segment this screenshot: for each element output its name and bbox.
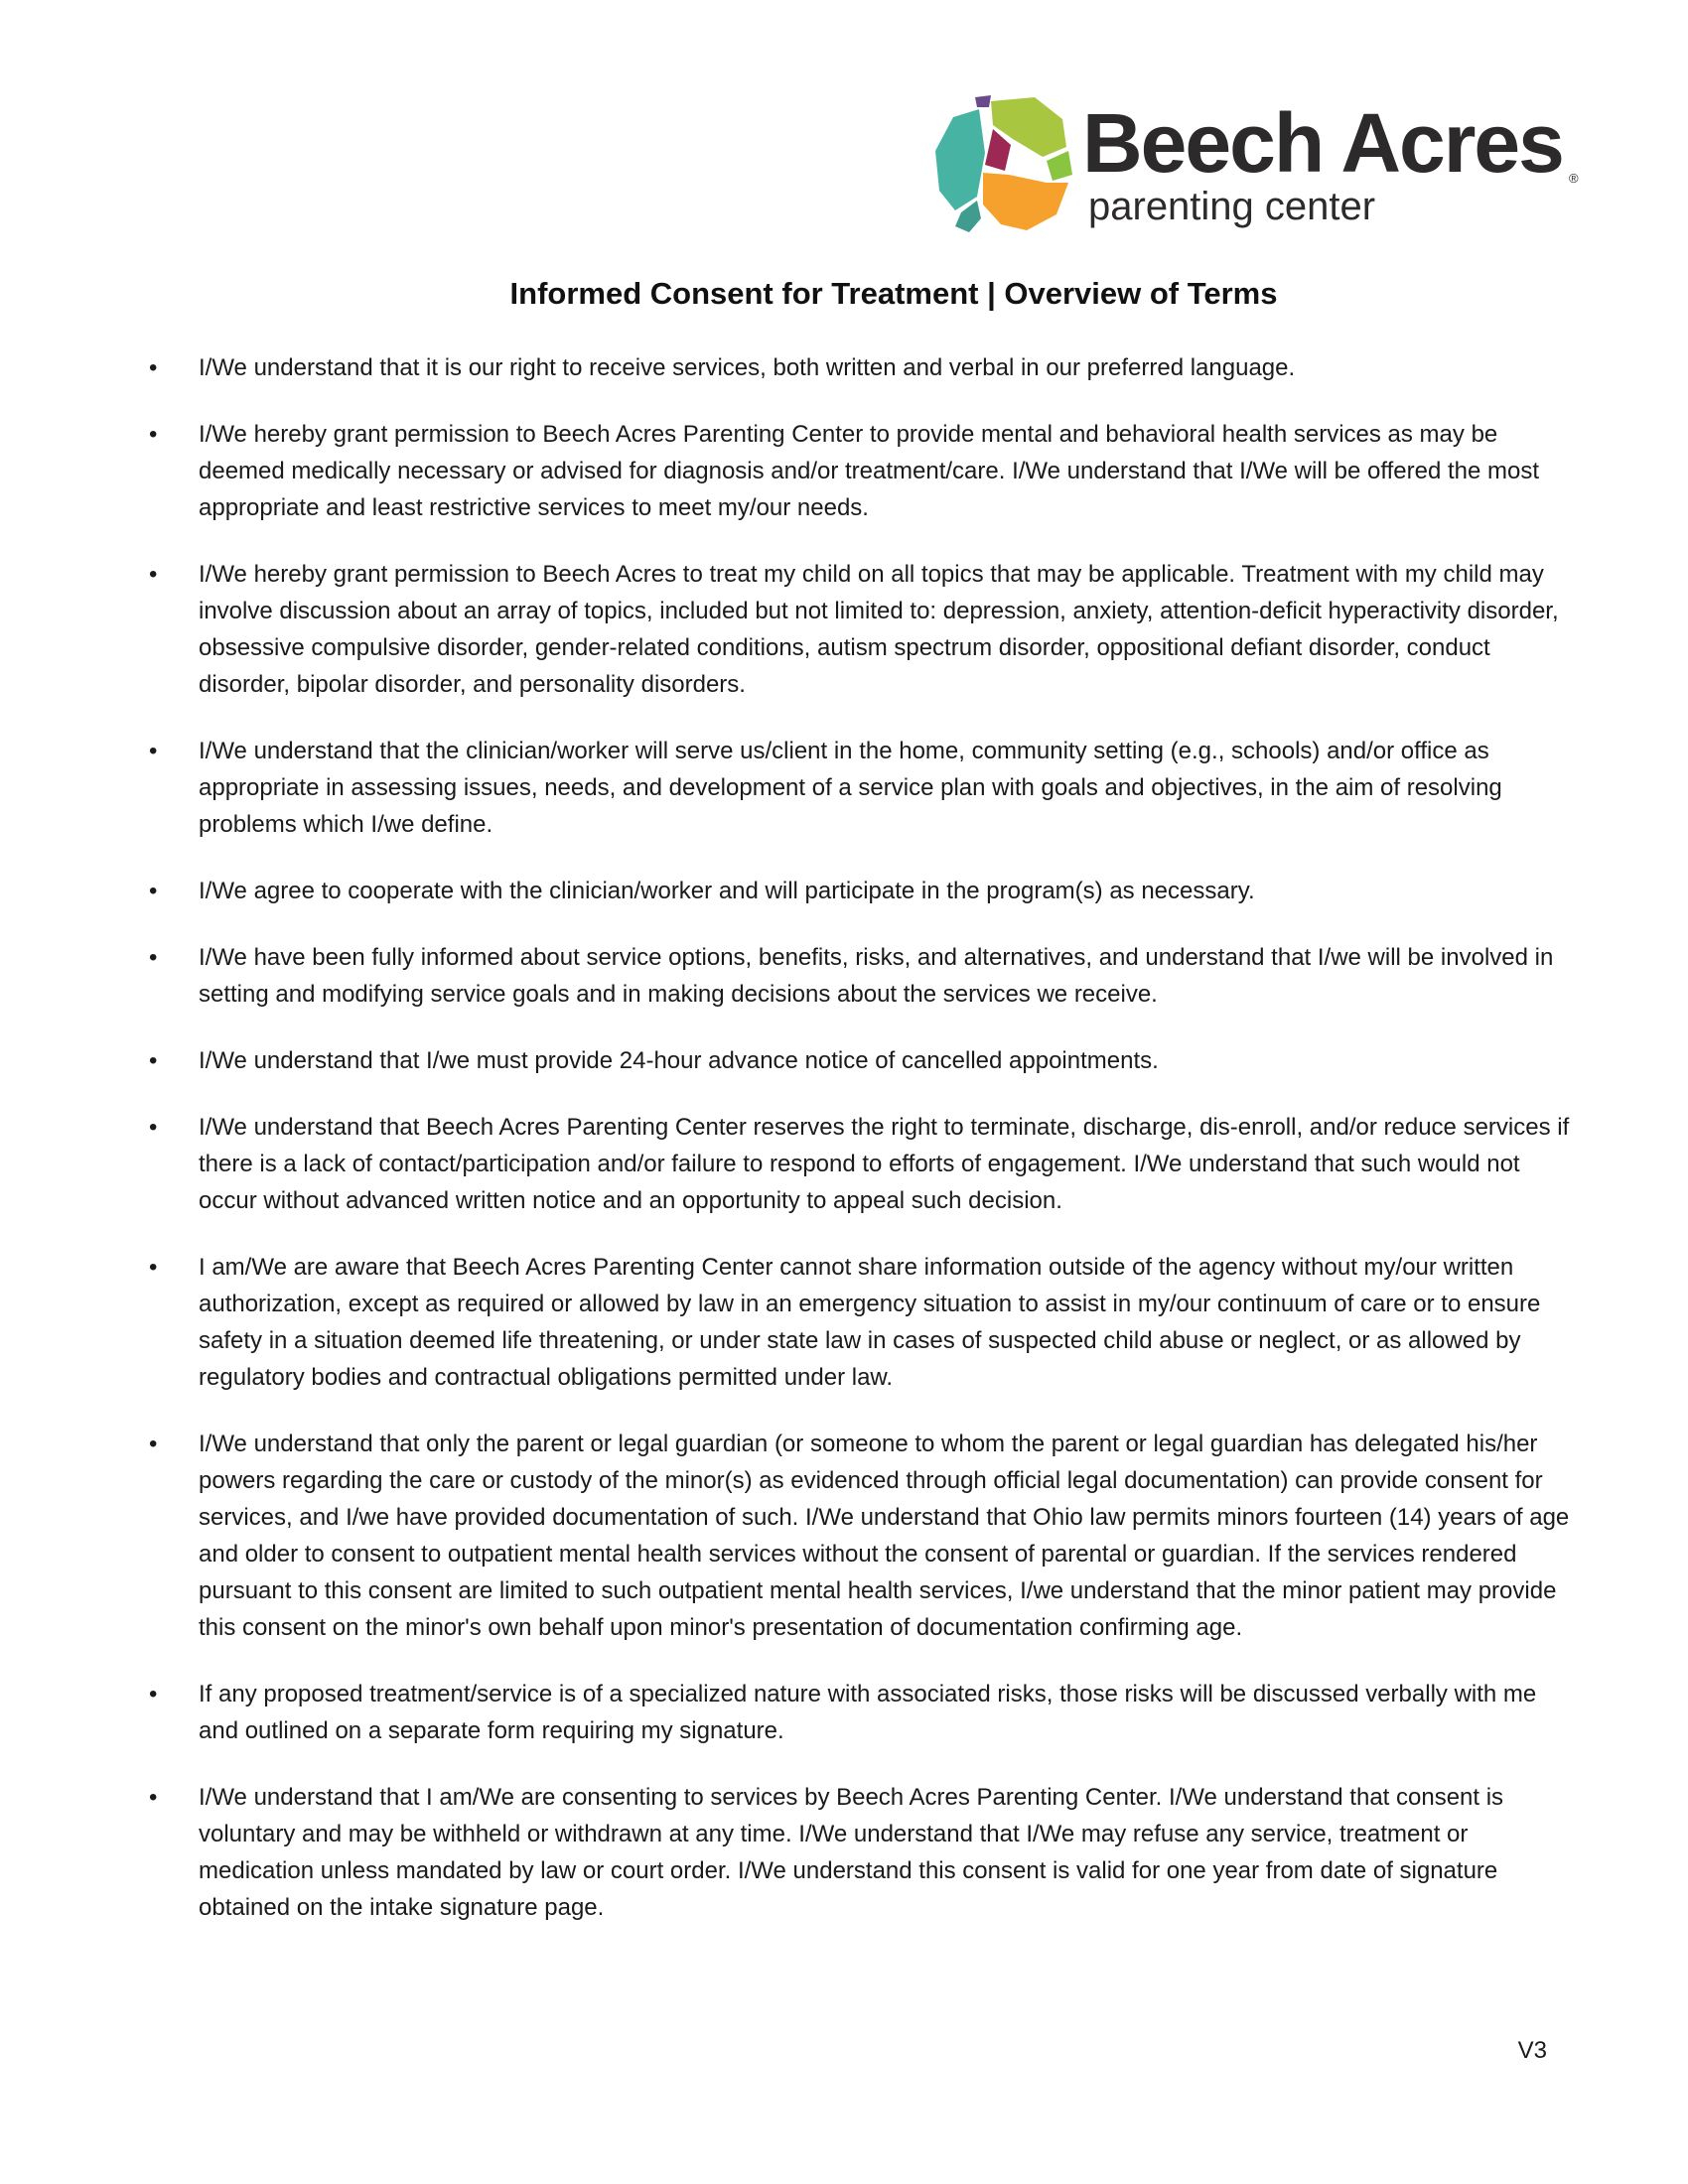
bullet-icon: • bbox=[149, 1047, 158, 1074]
term-text: I/We have been fully informed about service options, benefits, risks, and alternatives, and understand that I/we will be involved in setting and modifying service goals and in making decisions about the services we receive. bbox=[199, 944, 1554, 1008]
term-text: If any proposed treatment/service is of a specialized nature with associated risks, those risks will be discussed verbally with me and outlined on a separate form requiring my signature. bbox=[199, 1681, 1537, 1744]
term-item bbox=[149, 556, 1579, 703]
bullet-icon: • bbox=[149, 354, 158, 381]
term-item bbox=[149, 873, 1579, 909]
term-text: I/We hereby grant permission to Beech Acres Parenting Center to provide mental and behavioral health services as may be deemed medically necessary or advised for diagnosis and/or treatment/care. I/We understand that I/We will be offered the most appropriate and least restrictive services to meet my/our needs. bbox=[199, 421, 1540, 521]
term-text: I/We understand that it is our right to receive services, both written and verbal in our preferred language. bbox=[199, 354, 1296, 381]
term-text: I/We understand that the clinician/worker will serve us/client in the home, community setting (e.g., schools) and/or office as appropriate in assessing issues, needs, and development of a service plan with goals and objectives, in the aim of resolving problems which I/we define. bbox=[199, 738, 1502, 838]
term-item bbox=[149, 1109, 1579, 1219]
registered-mark: ® bbox=[1569, 171, 1579, 186]
bullet-icon: • bbox=[149, 1254, 158, 1281]
bullet-icon: • bbox=[149, 738, 158, 764]
bullet-icon: • bbox=[149, 561, 158, 588]
bullet-icon: • bbox=[149, 878, 158, 904]
brand-name: Beech Acres bbox=[1082, 96, 1563, 190]
term-text: I/We understand that I am/We are consenting to services by Beech Acres Parenting Center. I/We understand that consent is voluntary and may be withheld or withdrawn at any time. I/We understand that I/We may refuse any service, treatment or medication unless mandated by law or court order. I/We understand this consent is valid for one year from date of signature obtained on the intake signature page. bbox=[199, 1784, 1504, 1921]
document-title: Informed Consent for Treatment | Overview of Terms bbox=[509, 276, 1278, 311]
bullet-icon: • bbox=[149, 1784, 158, 1811]
term-text: I/We agree to cooperate with the clinician/worker and will participate in the program(s) as necessary. bbox=[199, 878, 1255, 904]
term-item bbox=[149, 416, 1579, 526]
bullet-icon: • bbox=[149, 1681, 158, 1707]
brand-logo bbox=[931, 95, 1579, 234]
term-item bbox=[149, 1426, 1579, 1646]
term-item bbox=[149, 939, 1579, 1013]
version-label: V3 bbox=[1517, 2037, 1547, 2064]
term-item bbox=[149, 733, 1579, 843]
logo-mark-icon bbox=[931, 95, 1075, 234]
brand-subtitle: parenting center bbox=[1088, 185, 1376, 228]
term-item bbox=[149, 349, 1579, 386]
term-text: I/We hereby grant permission to Beech Acres to treat my child on all topics that may be applicable. Treatment with my child may involve discussion about an array of topics, included but not limited to: depression, anxiety, attention-deficit hyperactivity disorder, obsessive compulsive disorder, gender-related conditions, autism spectrum disorder, oppositional defiant disorder, conduct disorder, bipolar disorder, and personality disorders. bbox=[199, 561, 1559, 698]
term-item bbox=[149, 1249, 1579, 1396]
bullet-icon: • bbox=[149, 944, 158, 971]
term-item bbox=[149, 1779, 1579, 1926]
bullet-icon: • bbox=[149, 1114, 158, 1141]
term-item bbox=[149, 1676, 1579, 1749]
bullet-icon: • bbox=[149, 1431, 158, 1457]
term-text: I/We understand that only the parent or legal guardian (or someone to whom the parent or legal guardian has delegated his/her powers regarding the care or custody of the minor(s) as evidenced through official legal documentation) can provide consent for services, and I/we have provided documentation of such. I/We understand that Ohio law permits minors fourteen (14) years of age and older to consent to outpatient mental health services without the consent of parental or guardian. If the services rendered pursuant to this consent are limited to such outpatient mental health services, I/we understand that the minor patient may provide this consent on the minor's own behalf upon minor's presentation of documentation confirming age. bbox=[199, 1431, 1570, 1641]
term-item bbox=[149, 1042, 1579, 1079]
terms-list bbox=[149, 349, 1579, 1956]
bullet-icon: • bbox=[149, 421, 158, 448]
term-text: I/We understand that I/we must provide 24-hour advance notice of cancelled appointments. bbox=[199, 1047, 1159, 1074]
term-text: I am/We are aware that Beech Acres Parenting Center cannot share information outside of the agency without my/our written authorization, except as required or allowed by law in an emergency situation to assist in my/our continuum of care or to ensure safety in a situation deemed life threatening, or under state law in cases of suspected child abuse or neglect, or as allowed by regulatory bodies and contractual obligations permitted under law. bbox=[199, 1254, 1541, 1391]
term-text: I/We understand that Beech Acres Parenting Center reserves the right to terminate, discharge, dis-enroll, and/or reduce services if there is a lack of contact/participation and/or failure to respond to efforts of engagement. I/We understand that such would not occur without advanced written notice and an opportunity to appeal such decision. bbox=[199, 1114, 1570, 1214]
